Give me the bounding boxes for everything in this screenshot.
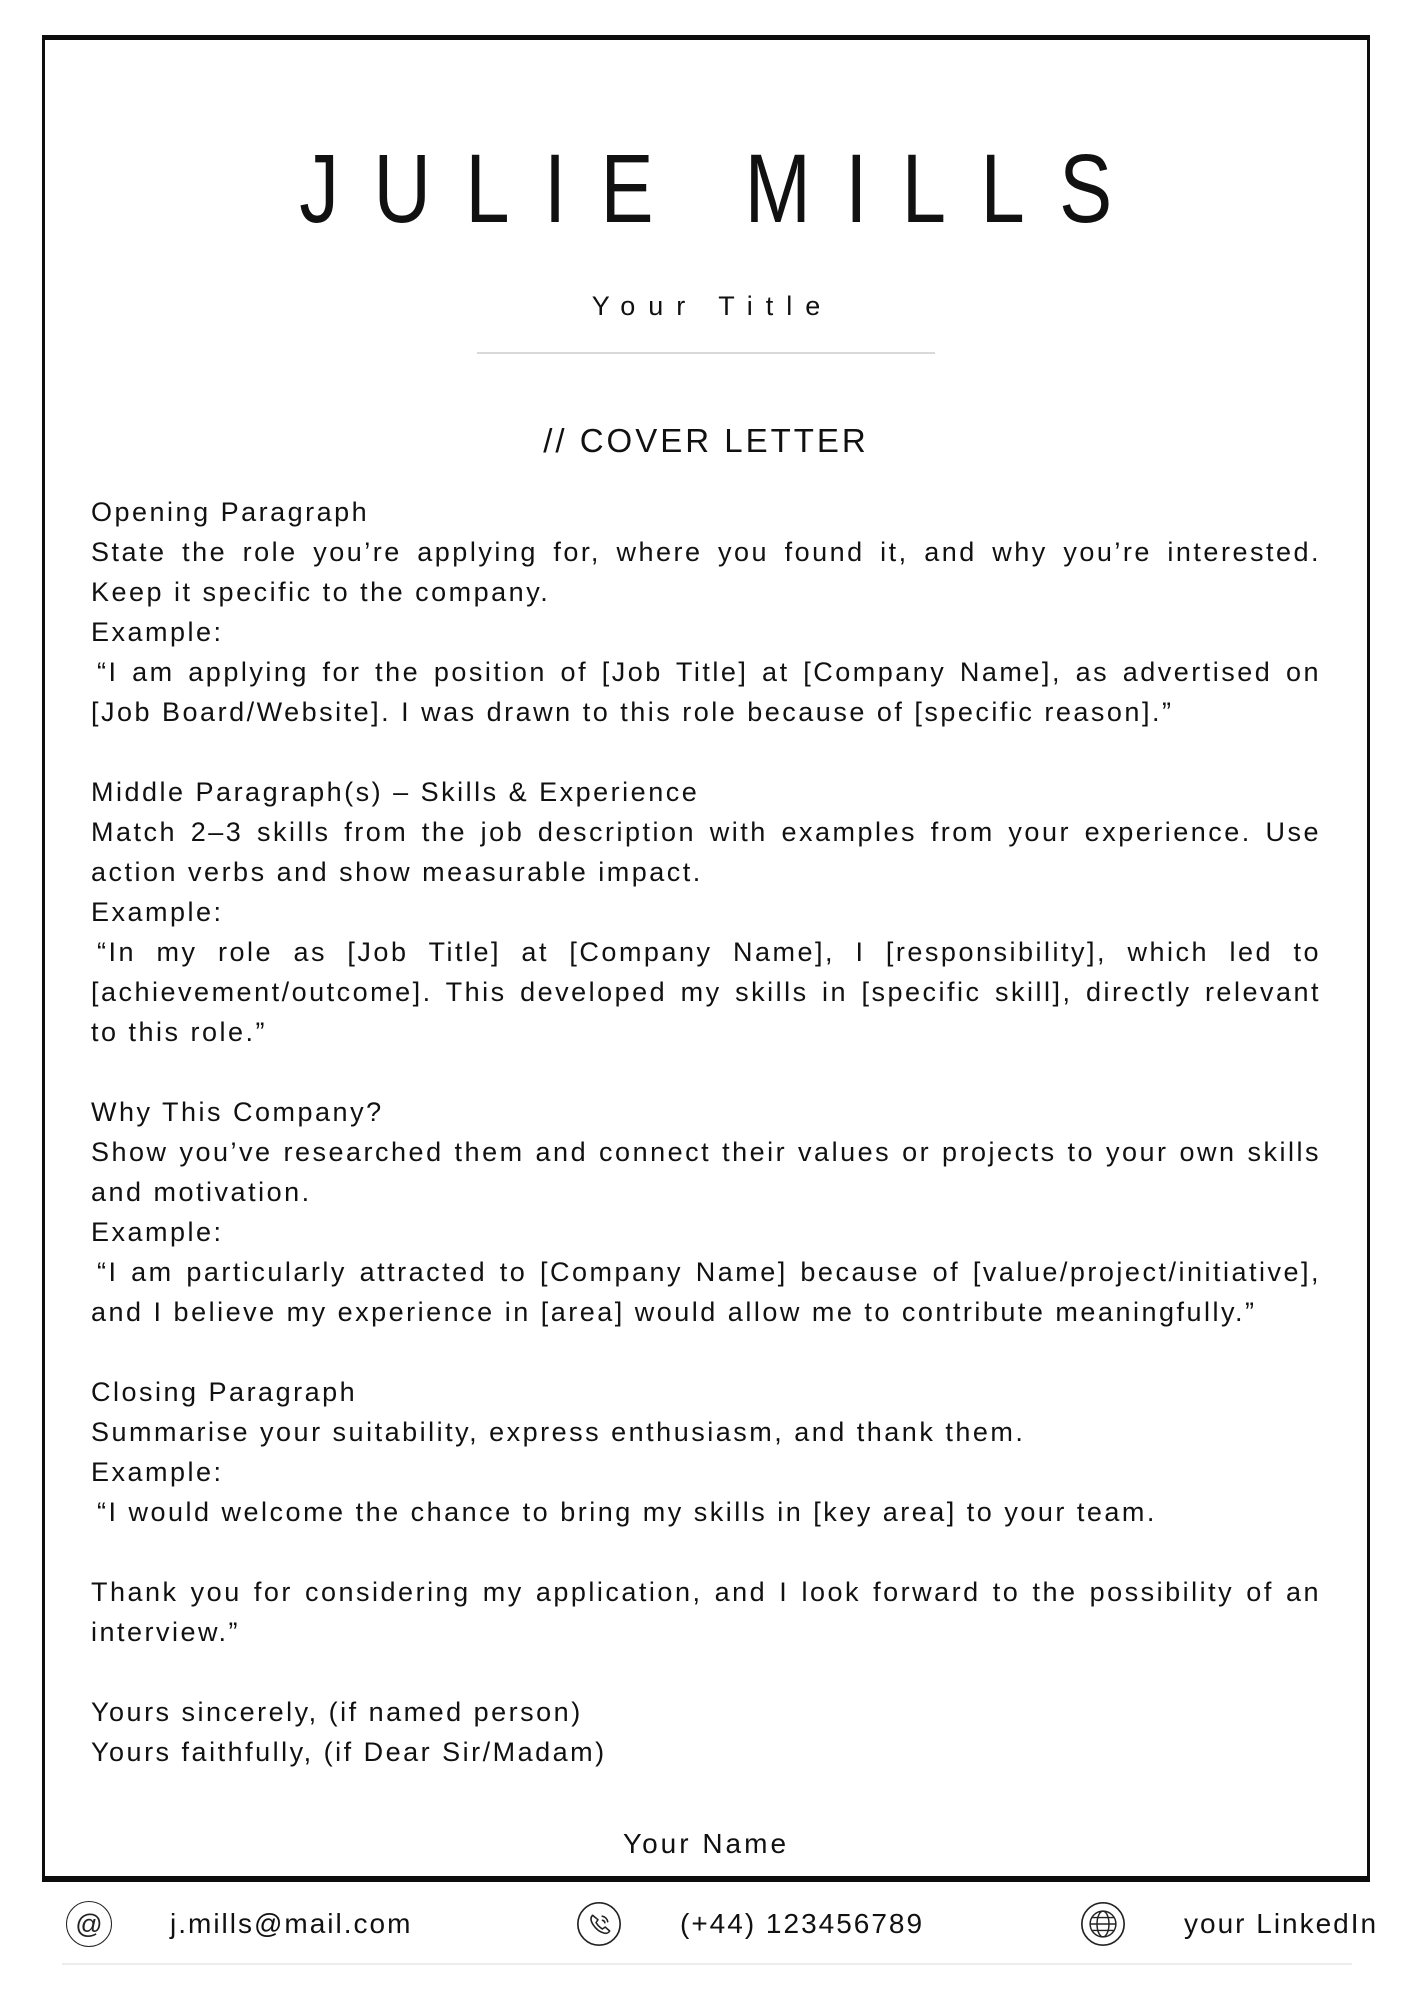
signature-name: Your Name <box>622 1828 790 1859</box>
person-title: Your Title <box>591 291 834 321</box>
section-body: Match 2–3 skills from the job description with examples from your experience. Use action verbs and show measurable impact. <box>91 817 1321 887</box>
footer-divider <box>62 1963 1352 1965</box>
contact-phone <box>576 1892 924 1956</box>
closing-thanks-paragraph: Thank you for considering my application, and I look forward to the possibility of an interview.” <box>91 1577 1321 1647</box>
example-label: Example: <box>91 1217 224 1247</box>
cover-letter-heading: // COVER LETTER <box>543 422 869 459</box>
section-body: Summarise your suitability, express enthusiasm, and thank them. <box>91 1417 1026 1447</box>
header-divider <box>477 352 935 354</box>
section-opening <box>91 492 1321 732</box>
section-closing <box>91 1372 1321 1532</box>
example-label: Example: <box>91 617 224 647</box>
contact-phone-text: (+44) 123456789 <box>680 1908 925 1939</box>
phone-icon <box>576 1901 622 1947</box>
example-label: Example: <box>91 897 224 927</box>
letter-body <box>91 492 1321 1772</box>
signoff-line-faithfully: Yours faithfully, (if Dear Sir/Madam) <box>91 1737 607 1767</box>
contact-linkedin-text: your LinkedIn <box>1184 1908 1379 1939</box>
example-text: “I would welcome the chance to bring my skills in [key area] to your team. <box>97 1497 1157 1527</box>
section-body: State the role you’re applying for, where you found it, and why you’re interested. Keep it specific to the company. <box>91 537 1321 607</box>
section-why-company <box>91 1092 1321 1332</box>
section-middle <box>91 772 1321 1052</box>
example-text: “In my role as [Job Title] at [Company Name], I [responsibility], which led to [achievement/outcome]. This developed my skills in [specific skill], directly relevant to this role.” <box>91 937 1321 1047</box>
example-label: Example: <box>91 1457 224 1487</box>
section-heading: Why This Company? <box>91 1097 384 1127</box>
letter-header <box>91 134 1321 243</box>
at-icon: @ <box>66 1901 112 1947</box>
example-text: “I am applying for the position of [Job Title] at [Company Name], as advertised on [Job Board/Website]. I was drawn to this role because of [specific reason].” <box>91 657 1321 727</box>
globe-icon <box>1080 1901 1126 1947</box>
contact-footer <box>0 1892 1414 1956</box>
section-heading: Opening Paragraph <box>91 497 370 527</box>
contact-linkedin <box>1080 1892 1378 1956</box>
contact-email-text: j.mills@mail.com <box>170 1908 413 1939</box>
section-body: Show you’ve researched them and connect their values or projects to your own skills and motivation. <box>91 1137 1321 1207</box>
contact-email <box>66 1892 412 1956</box>
person-name: JULIE MILLS <box>299 134 1147 243</box>
signoff-line-sincerely: Yours sincerely, (if named person) <box>91 1697 583 1727</box>
section-heading: Middle Paragraph(s) – Skills & Experience <box>91 777 700 807</box>
signoff-block <box>91 1692 1321 1772</box>
example-text: “I am particularly attracted to [Company Name] because of [value/project/initiative], and I believe my experience in [area] would allow me to contribute meaningfully.” <box>91 1257 1321 1327</box>
letter-page <box>42 35 1370 1882</box>
section-heading: Closing Paragraph <box>91 1377 358 1407</box>
